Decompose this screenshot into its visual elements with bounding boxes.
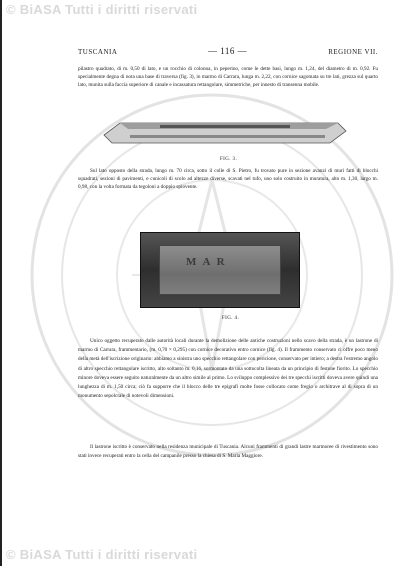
paragraph-1: pilastro quadrato, di m. 0,50 di lato, e un rocchio di colonna, in peperino, come le dette basi, lungo m. 1,24, del diametro di m. 0,92. Fu specialmente degna di nota una base di traversa (fig. 3), in marmo di Carrara, lunga m. 2,22, con cornice sagomata su tre lati, grezza sul quarto lato, munita sulla faccia superiore di canale e incassatura rettangolare, simmetriche, per innesto di transenna mobile. xyxy=(78,66,378,88)
inscription-panel xyxy=(159,245,281,295)
watermark-bottom: © BiASA Tutti i diritti riservati xyxy=(6,547,198,562)
page-header xyxy=(78,46,378,60)
running-head-left: TUSCANIA xyxy=(78,48,118,56)
page-number: — 116 — xyxy=(208,46,248,56)
paragraph-3: Unico oggetto recuperato dalle autorità locali durante la demolizione delle antiche costruzioni nello scavo della strada, è un lastrone di marmo di Carrara, frammentario, (m. 0,70 × 0,295) con cornice decorativo entro cornice (fig. 4). Il frammento conservato ci offre poco meno della metà dell'iscrizione originario: abbiamo a sinistra uno specchio rettangolare con pericione, conservato per intiero; a destra l'estremo angolo di altro specchio rettangolare iscritto, alto soltanto m. 0,16, sormontato da una sottocolta lineata da un principio di festone fiorito. Lo specchio minore doveva essere seguito naturalmente da un altro simile al primo. Lo sviluppo complessivo dei tre specchi iscritti doveva avere quindi una lunghezza di m. 1,50 circa; ciò fa supporre che il blocco delle tre epigrafi molte fosse collocato come fregio o architrave al di sopra di un monumento sepolcrale di notevoli dimensioni. xyxy=(78,338,378,400)
inscription-text: M A R xyxy=(186,256,227,268)
figure-4-caption: FIG. 4. xyxy=(222,316,240,321)
paragraph-4: Il lastrone iscritto è conservato nella residenza municipale di Tuscania. Alcuni frammenti di grandi lastre marmoree di rivestimento sono stati invece recuperati entro la cella del campanile presso la chiesa di S. Maria Maggiore. xyxy=(78,444,378,460)
figure-3-marble-base xyxy=(100,117,350,147)
paragraph-2: Sul lato opposto della strada, lungo m. 70 circa, sotto il colle di S. Pietro, fu trovato pure in sezione avanzi di muri fatti di blocchi squadrati, sezioni di pavimenti, e cunicoli di scolo ad altezze diverse, scavati nel tufo, uno solo costruito in muratura, alto m. 1,30, largo m. 0,98, con la volta formata da tegoloni a doppio spiovente. xyxy=(78,168,378,190)
figure-3-caption: FIG. 3. xyxy=(220,157,238,162)
watermark-top: © BiASA Tutti i diritti riservati xyxy=(6,2,198,17)
running-head-right: REGIONE VII. xyxy=(328,48,378,56)
figure-4-inscription-photo xyxy=(140,232,300,308)
